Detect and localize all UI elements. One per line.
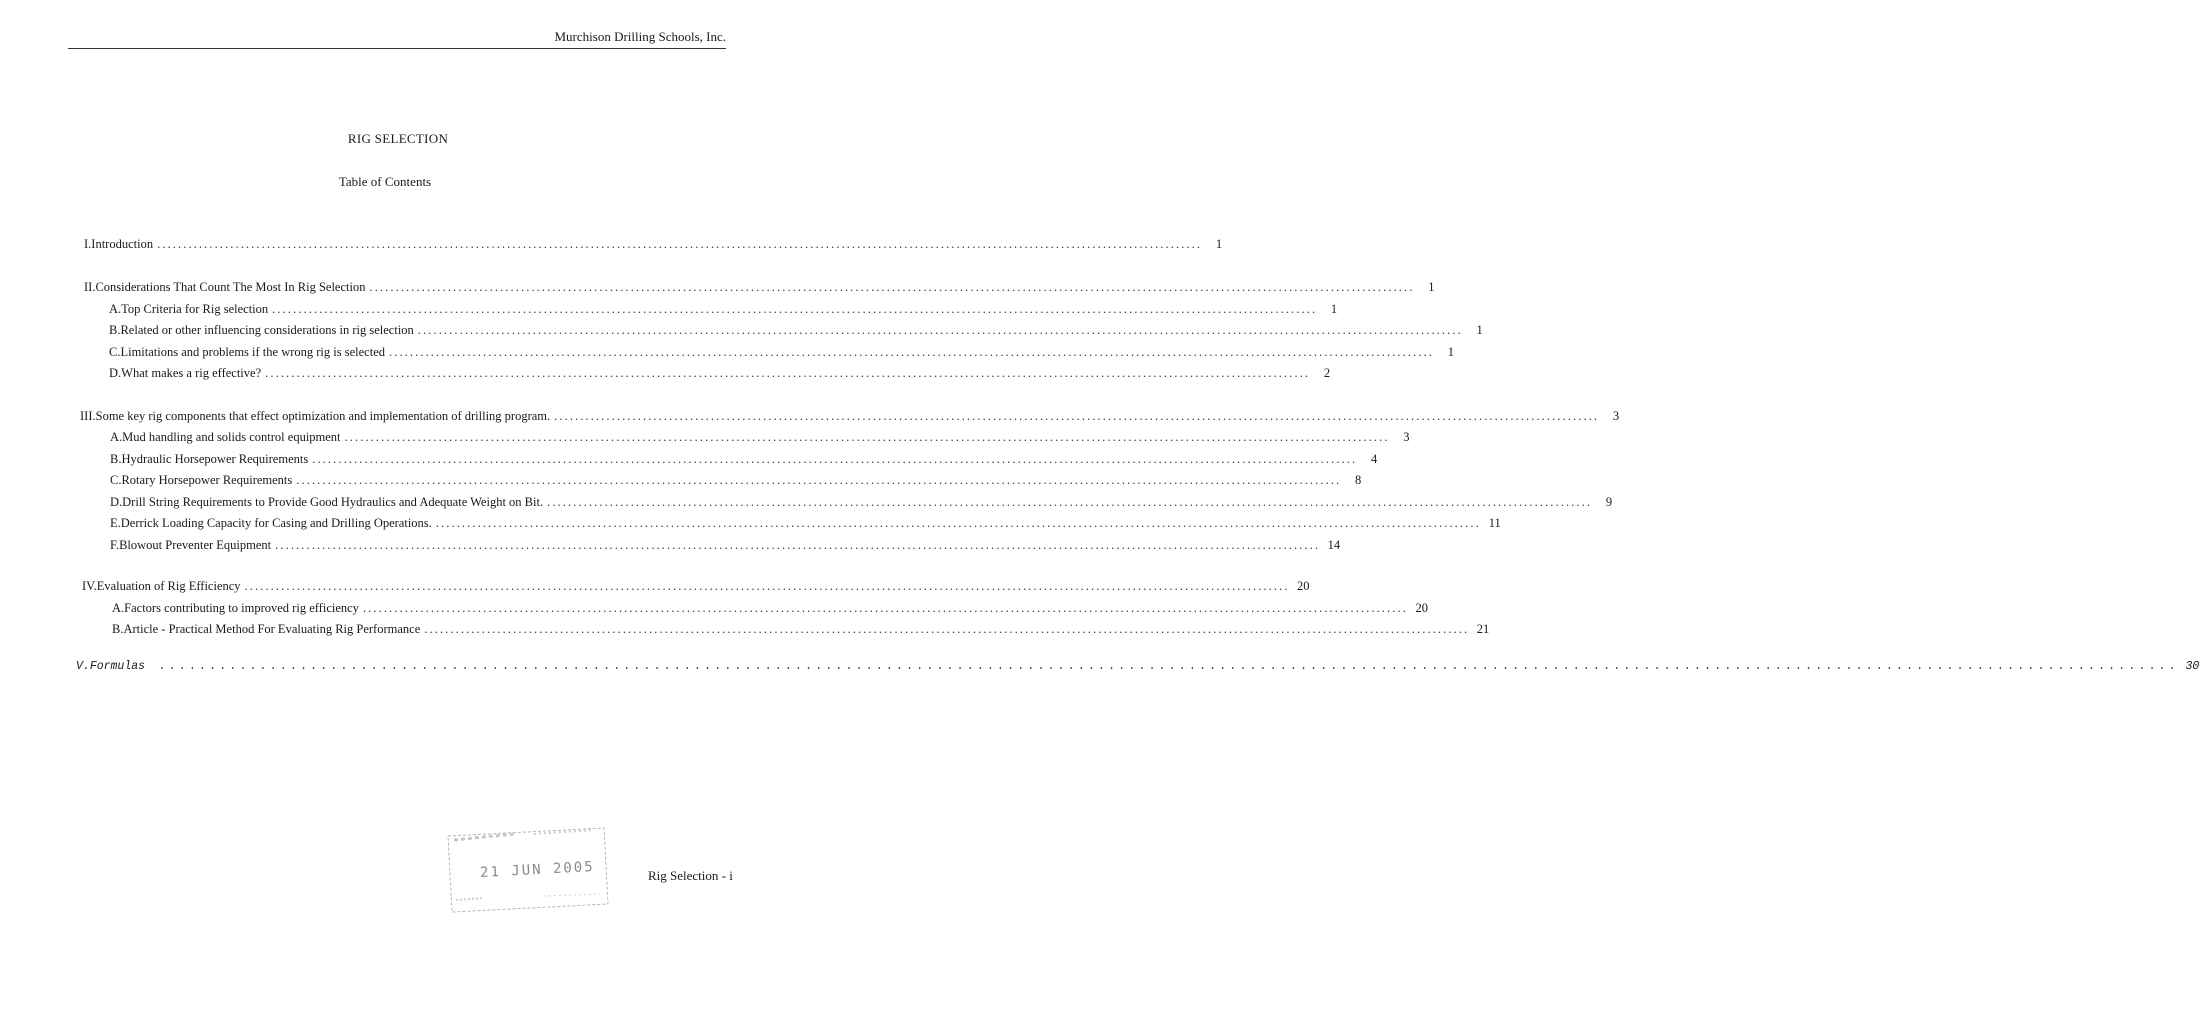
header-company-name: Murchison Drilling Schools, Inc. [554, 29, 726, 44]
toc-leader-dots: ........................................................................................................................................................................................................ [369, 280, 1415, 294]
toc-entry-page: 8 [1355, 473, 1362, 487]
toc-entry-page: 1 [1330, 302, 1338, 316]
toc-entry-number: D. [109, 366, 122, 380]
toc-entry-title: Article - Practical Method For Evaluating Rig Performance [123, 622, 421, 636]
toc-entry-page: 1 [1215, 237, 1223, 251]
document-title: RIG SELECTION [347, 131, 449, 146]
toc-entry-page: 9 [1605, 495, 1613, 509]
toc-entry-number: III. [80, 409, 96, 423]
toc-entry-page: 1 [1476, 323, 1483, 337]
toc-entry-title: Evaluation of Rig Efficiency [96, 579, 241, 593]
stamp-date: 21 JUN 2005 [479, 859, 596, 881]
toc-entry-2a [109, 302, 1338, 318]
toc-leader-dots: ........................................................................................................................................................................................................ [424, 622, 1470, 636]
header-rule [68, 48, 726, 49]
toc-entry-title: Related or other influencing considerations in rig selection [120, 323, 414, 337]
toc-entry-page: 4 [1370, 452, 1378, 466]
toc-entry-page: 30 [2185, 660, 2199, 673]
toc-entry-number: A. [110, 430, 123, 444]
toc-entry-2c [109, 345, 1454, 361]
toc-leader-dots: ........................................................................................................................................................................................................ [344, 430, 1390, 444]
toc-leader-dots: ........................................................................................................................................................................................................ [547, 495, 1593, 509]
toc-leader-dots: ........................................................................................................................................................................................................ [389, 345, 1434, 359]
toc-entry-3f [110, 538, 1341, 554]
toc-entry-number: IV. [82, 579, 97, 593]
toc-entry-number: V. [76, 660, 90, 673]
toc-entry-4a [112, 601, 1428, 617]
toc-entry-page: 20 [1297, 579, 1310, 593]
toc-entry-3b [110, 452, 1378, 468]
toc-leader-dots: ........................................................................................................................................................................................................ [272, 302, 1318, 316]
toc-entry-title: Limitations and problems if the wrong rig is selected [120, 345, 385, 359]
toc-entry-title: Top Criteria for Rig selection [121, 302, 269, 316]
toc-entry-3e [110, 516, 1501, 532]
footer-page-label: Rig Selection - i [648, 868, 733, 883]
toc-entry-number: A. [109, 302, 122, 316]
toc-entry-page: 11 [1488, 516, 1501, 530]
toc-entry-number: C. [109, 345, 121, 359]
toc-entry-formulas [76, 660, 2199, 676]
toc-entry-number: B. [112, 622, 124, 636]
toc-entry-title: Mud handling and solids control equipment [122, 430, 341, 444]
toc-entry-page: 1 [1428, 280, 1435, 294]
toc-entry-page: 20 [1415, 601, 1428, 615]
toc-entry-2b [109, 323, 1483, 339]
toc-leader-dots: ........................................................................................................................................................................................................ [157, 237, 1203, 251]
toc-entry-number: D. [110, 495, 123, 509]
toc-entry-number: F. [110, 538, 120, 552]
toc-entry-title: What makes a rig effective? [121, 366, 262, 380]
toc-entry-3d [110, 495, 1613, 511]
toc-entry-title: Formulas [89, 660, 146, 673]
toc-entry-title: Considerations That Count The Most In Rig Selection [95, 280, 366, 294]
toc-entry-section-2 [84, 280, 1435, 296]
received-stamp [444, 820, 610, 920]
document-subtitle: Table of Contents [338, 174, 432, 189]
toc-entry-4b [112, 622, 1490, 638]
toc-entry-number: C. [110, 473, 122, 487]
toc-entry-number: II. [84, 280, 96, 294]
toc-entry-title: Introduction [91, 237, 154, 251]
toc-entry-title: Factors contributing to improved rig efficiency [124, 601, 359, 615]
toc-leader-dots: ........................................................................................................................................................................................................ [159, 660, 2180, 673]
toc-leader-dots: ........................................................................................................................................................................................................ [265, 366, 1311, 380]
toc-leader-dots: ........................................................................................................................................................................................................ [554, 409, 1600, 423]
toc-leader-dots: ........................................................................................................................................................................................................ [296, 473, 1342, 487]
toc-entry-title: Some key rig components that effect optimization and implementation of drilling program. [95, 409, 551, 423]
toc-entry-3c [110, 473, 1362, 489]
toc-leader-dots: ........................................................................................................................................................................................................ [435, 516, 1481, 530]
toc-entry-section-3 [80, 409, 1620, 425]
toc-entry-page: 21 [1476, 622, 1490, 636]
toc-entry-number: B. [110, 452, 122, 466]
toc-entry-page: 3 [1612, 409, 1620, 423]
toc-entry-number: E. [110, 516, 121, 530]
toc-entry-section-4 [82, 579, 1310, 595]
toc-leader-dots: ........................................................................................................................................................................................................ [275, 538, 1321, 552]
toc-entry-number: I. [84, 237, 92, 251]
toc-leader-dots: ........................................................................................................................................................................................................ [362, 601, 1408, 615]
toc-entry-2d [109, 366, 1331, 382]
toc-entry-title: Hydraulic Horsepower Requirements [121, 452, 309, 466]
toc-leader-dots: ........................................................................................................................................................................................................ [312, 452, 1358, 466]
toc-leader-dots: ........................................................................................................................................................................................................ [244, 579, 1290, 593]
toc-entry-page: 3 [1403, 430, 1410, 444]
toc-leader-dots: ........................................................................................................................................................................................................ [417, 323, 1463, 337]
toc-entry-number: B. [109, 323, 121, 337]
toc-entry-page: 1 [1447, 345, 1454, 359]
toc-entry-introduction [84, 237, 1223, 253]
toc-entry-3a [110, 430, 1410, 446]
toc-entry-title: Drill String Requirements to Provide Good Hydraulics and Adequate Weight on Bit. [122, 495, 544, 509]
toc-entry-title: Derrick Loading Capacity for Casing and Drilling Operations. [120, 516, 432, 530]
toc-entry-title: Rotary Horsepower Requirements [121, 473, 293, 487]
toc-entry-number: A. [112, 601, 125, 615]
toc-entry-title: Blowout Preventer Equipment [119, 538, 272, 552]
toc-entry-page: 2 [1323, 366, 1331, 380]
toc-entry-page: 14 [1327, 538, 1341, 552]
